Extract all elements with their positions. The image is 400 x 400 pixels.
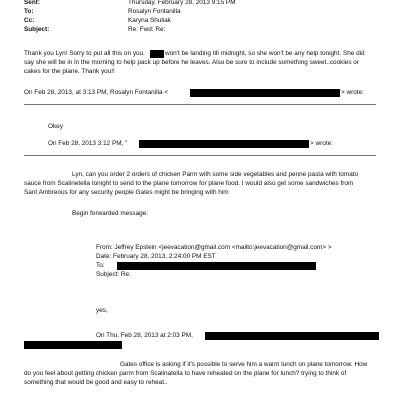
quote3-text: On Thu, Feb 28, 2013 at 2:03 PM, — [96, 332, 193, 339]
message4-text: yes, — [96, 307, 108, 314]
message5-line1: Gates office is asking if it's possible to serve him a warm lunch on plane tomorrow. How — [120, 361, 368, 368]
message1-line1 — [24, 50, 145, 58]
divider — [24, 104, 376, 105]
quote2-prefix: On Feb 28, 2013 3:12 PM, " — [48, 140, 128, 147]
to-value: Rosalyn Fontanilla — [128, 8, 181, 15]
redaction-box — [190, 89, 340, 97]
message1-line3: cakes for the plane. Thank you!! — [24, 68, 115, 75]
divider — [24, 155, 376, 156]
message5-line2: do you feel about getting chicken parm from Scalinatella to have reheated on the plane for lunch? trying to think of — [24, 370, 347, 377]
forwarded-label: Begin forwarded message: — [72, 210, 149, 217]
fwd-from: From: Jeffrey Epstein <jeevacation@gmail.com <mailto:jeevacation@gmail.com> > — [96, 244, 332, 251]
quote1-prefix: On Feb 28, 2013, at 3:13 PM, Rosalyn Fontanilla < — [24, 89, 169, 96]
cc-value: Karyna Shuliak — [128, 17, 171, 24]
cc-label: Cc: — [24, 17, 35, 24]
to-label: To: — [24, 8, 34, 15]
fwd-subject: Subject: Re: — [96, 271, 131, 278]
message2-text: Okey — [48, 123, 63, 130]
quote2-suffix: > wrote: — [310, 140, 333, 147]
message1-line1-end: won't be landing till midnight, so she won't be any help tonight. She did — [165, 50, 365, 57]
fwd-date: Date: February 28, 2013, 2:24:00 PM EST — [96, 253, 216, 260]
subject-label: Subject: — [24, 26, 50, 33]
message3-line3: Sant Ambreous for any security people Gates might be bringing with him — [24, 189, 229, 196]
fwd-to-label: To: — [96, 262, 105, 269]
redaction-box — [139, 140, 309, 148]
redaction-box — [117, 262, 316, 270]
message1-line2: say she will be in in the morning to help pack up before he leaves. Also be sure to include something sweet..cookies or — [24, 59, 359, 66]
quote1-suffix: > wrote: — [341, 89, 364, 96]
message1-line1-start: Thank you Lyn! Sorry to put all this on you. — [24, 50, 145, 57]
message5-line3: something that would be good and easy to reheat.. — [24, 379, 168, 386]
message3-line2: sauce from Scalinetella tonight to send to the plane tomorrow for plane food. I would also get some sandwiches from — [24, 180, 354, 187]
redaction-box — [205, 332, 379, 340]
sent-value: Thursday, February 28, 2013 9:15 PM — [128, 0, 236, 6]
subject-value: Re: Fwd: Re: — [128, 26, 166, 33]
sent-label: Sent: — [24, 0, 40, 6]
redaction-box — [150, 50, 164, 58]
message3-line1: Lyn, can you order 2 orders of chicken Parm with some side vegetables and penne pasta with tomato — [72, 171, 359, 178]
redaction-box — [24, 341, 122, 349]
